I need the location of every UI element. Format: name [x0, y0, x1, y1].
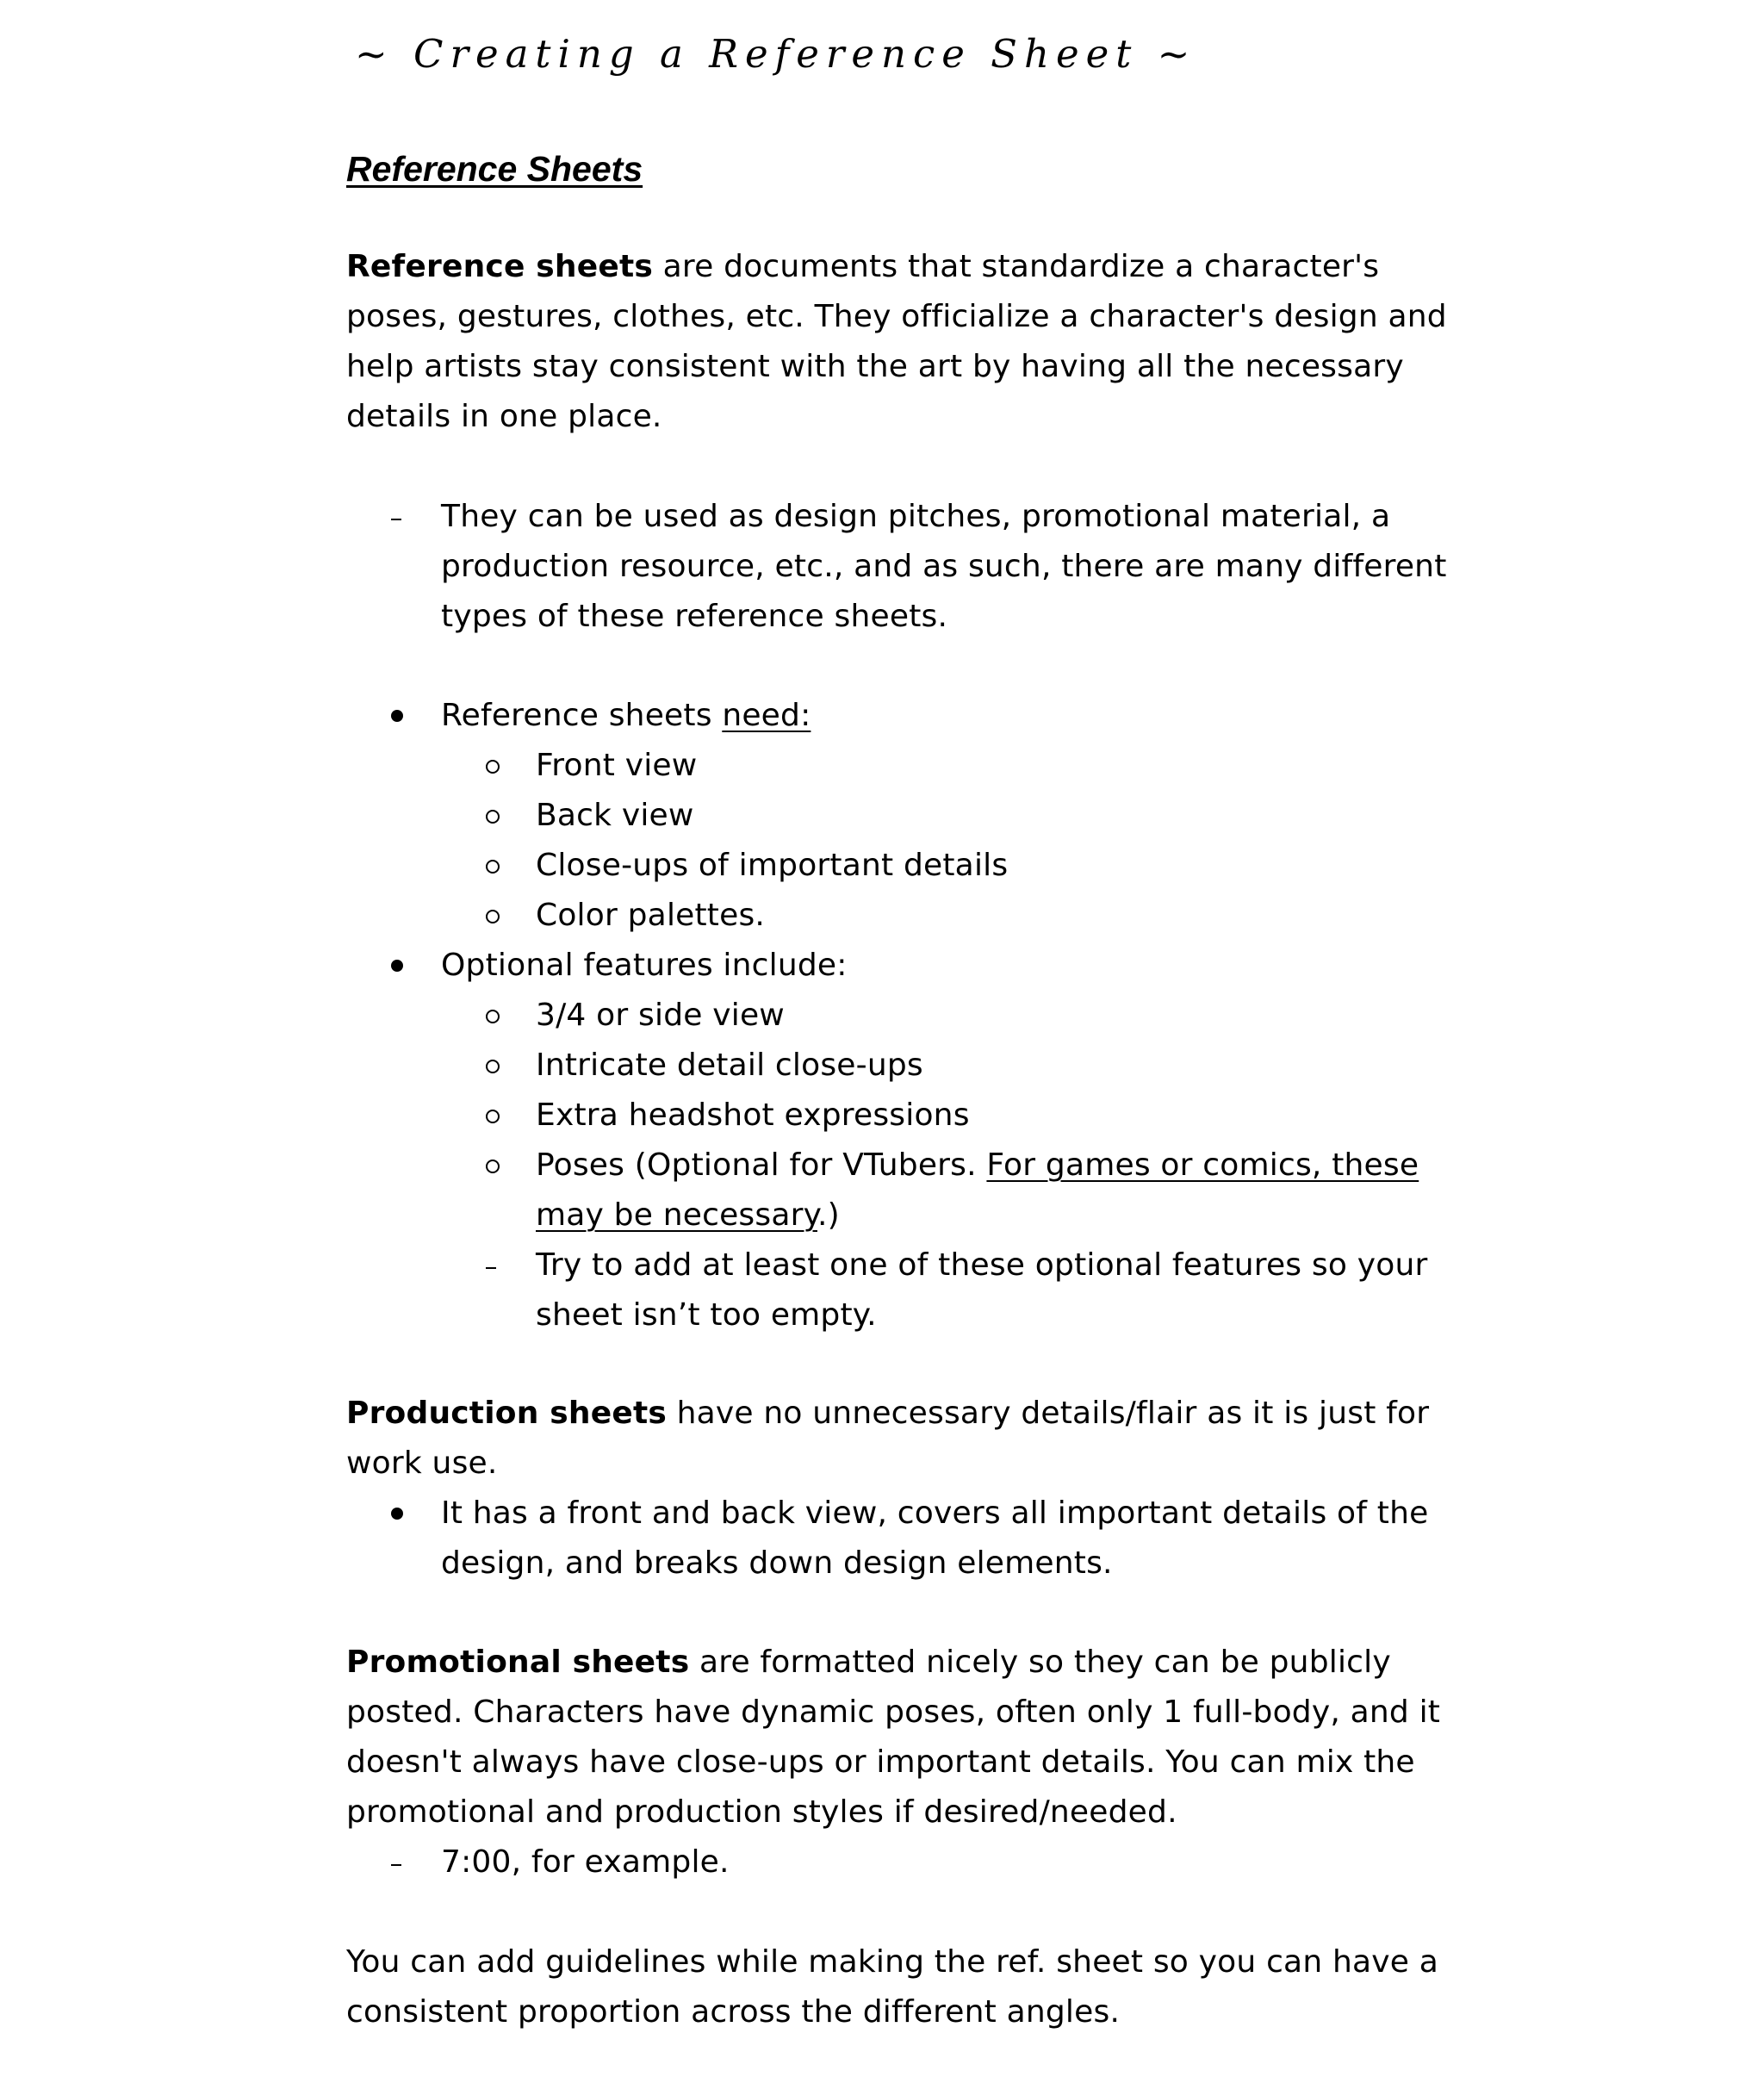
list-item: [346, 1489, 1483, 1589]
needs-item-front-view: Front view: [536, 748, 698, 783]
production-section: [346, 1389, 1483, 1589]
production-bullet-text: It has a front and back view, covers all important details of the design, and breaks down design elements.: [441, 1495, 1429, 1581]
promotional-section: [346, 1638, 1483, 1887]
poses-underlined: For games or comics, these may be necessary: [536, 1147, 1419, 1233]
list-item: [346, 1837, 1483, 1887]
promotional-example: 7:00, for example.: [441, 1844, 730, 1880]
features-list: [346, 691, 1483, 1340]
list-item: [346, 1141, 1483, 1240]
list-item: [346, 1041, 1483, 1091]
promotional-paragraph: [346, 1638, 1483, 1837]
uses-note-list: [346, 492, 1483, 642]
needs-item-color-palettes: Color palettes.: [536, 898, 766, 933]
intro-text: are documents that standardize a character's poses, gestures, clothes, etc. They officialize a character's design and help artists stay consistent with the art by having all the necessary details in one place.: [346, 249, 1447, 434]
promotional-text: are formatted nicely so they can be publicly posted. Characters have dynamic poses, often only 1 full-body, and it doesn't always have close-ups or important details. You can mix the promotional and production styles if desired/needed.: [346, 1645, 1441, 1830]
production-text: have no unnecessary details/flair as it is just for work use.: [346, 1396, 1430, 1481]
list-item: [346, 1091, 1483, 1141]
list-item: [346, 1240, 1483, 1340]
optional-item-side-view: 3/4 or side view: [536, 998, 785, 1033]
needs-label: Reference sheets: [441, 698, 723, 733]
guidelines-paragraph: You can add guidelines while making the ref. sheet so you can have a consistent proportion across the different angles.: [346, 1944, 1439, 2030]
intro-bold-term: Reference sheets: [346, 249, 654, 284]
document-title: ~ Creating a Reference Sheet ~: [355, 31, 1197, 77]
poses-prefix: Poses (Optional for VTubers.: [536, 1147, 987, 1183]
list-item: [346, 891, 1483, 941]
intro-paragraph: [346, 242, 1483, 442]
optional-tip: Try to add at least one of these optional features so your sheet isn’t too empty.: [536, 1247, 1428, 1333]
list-item: [346, 741, 1483, 791]
list-item: [346, 991, 1483, 1041]
list-item: [346, 492, 1483, 642]
promotional-bold-term: Promotional sheets: [346, 1645, 690, 1680]
optional-item-detail-close-ups: Intricate detail close-ups: [536, 1048, 923, 1083]
list-item: [346, 791, 1483, 841]
poses-suffix: .): [817, 1197, 840, 1233]
document-page: [346, 0, 1483, 2083]
list-item: [346, 841, 1483, 891]
optional-item-poses: [536, 1141, 1483, 1240]
optional-item: [346, 941, 1483, 991]
needs-item-back-view: Back view: [536, 798, 694, 833]
production-paragraph: [346, 1389, 1483, 1489]
uses-note-text: They can be used as design pitches, promotional material, a production resource, etc., and as such, there are many different types of these reference sheets.: [441, 499, 1447, 634]
production-bold-term: Production sheets: [346, 1396, 667, 1431]
needs-label-underlined: need:: [722, 698, 811, 733]
needs-item: [346, 691, 1483, 741]
needs-item-close-ups: Close-ups of important details: [536, 848, 1009, 883]
section-heading: Reference Sheets: [346, 149, 643, 189]
optional-label: Optional features include:: [441, 948, 848, 983]
optional-item-headshot-expressions: Extra headshot expressions: [536, 1097, 970, 1133]
